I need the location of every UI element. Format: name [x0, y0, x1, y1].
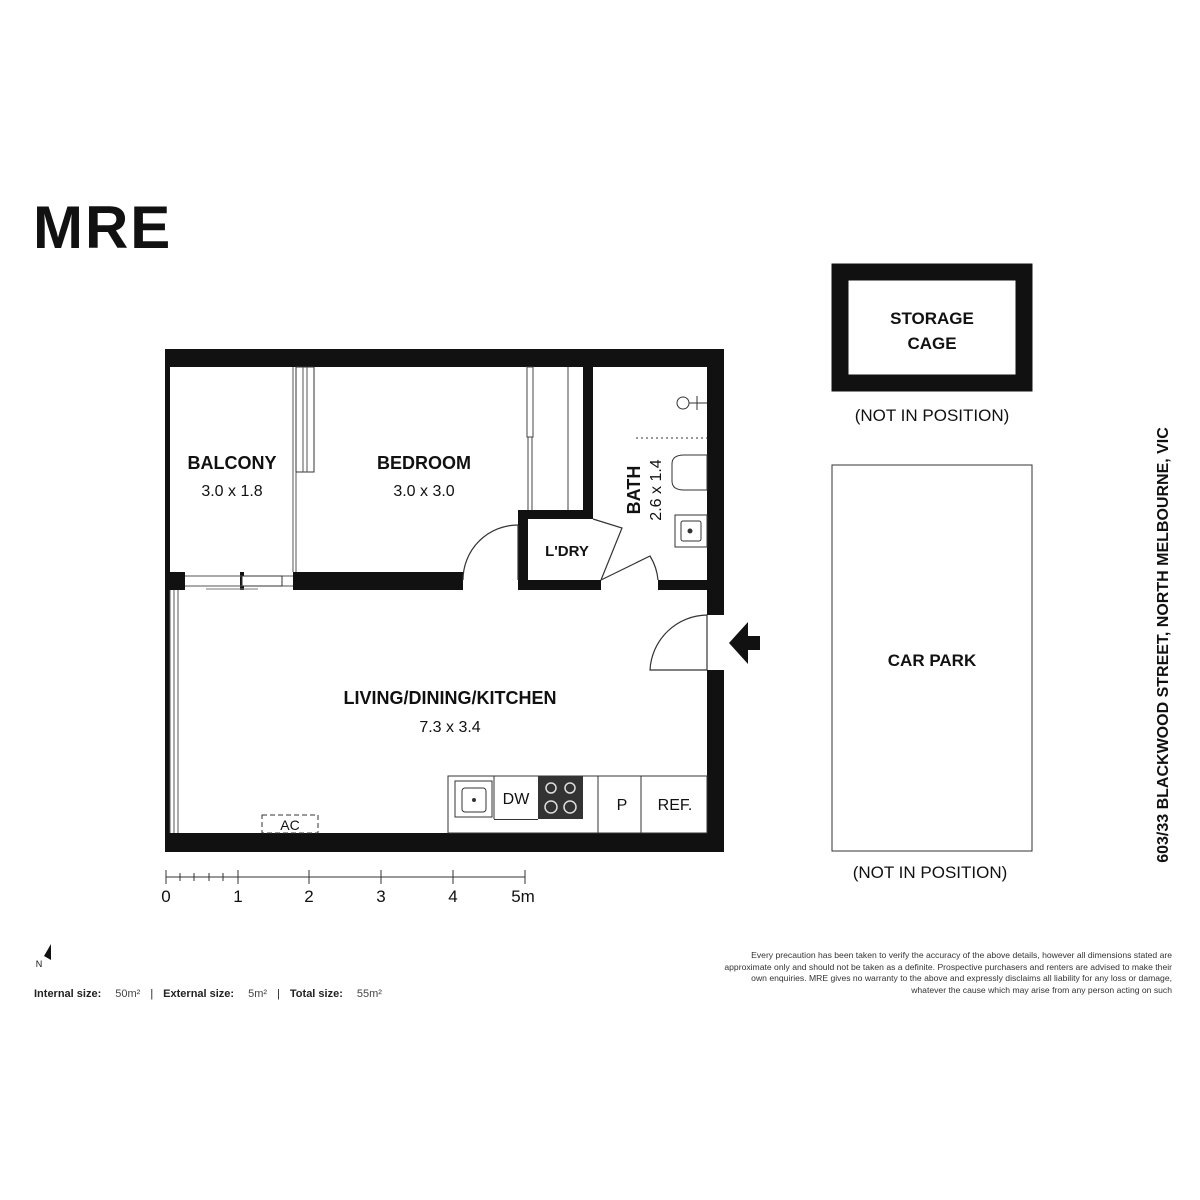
wardrobe	[527, 367, 568, 510]
internal-size-value: 50m²	[115, 988, 141, 1000]
wall-top	[165, 349, 724, 367]
bath-dims: 2.6 x 1.4	[648, 459, 665, 521]
balcony-dims: 3.0 x 1.8	[201, 483, 263, 500]
laundry-name: L'DRY	[545, 543, 589, 560]
bedroom-dims: 3.0 x 3.0	[393, 483, 455, 500]
size-summary	[34, 988, 382, 1000]
aircon-label: AC	[280, 817, 300, 833]
wall-bath-left	[583, 367, 593, 519]
shower-head-icon	[677, 397, 689, 409]
wall-left-lower	[165, 590, 170, 835]
bath-name: BATH	[624, 465, 644, 515]
wall-right-upper	[707, 349, 724, 615]
wall-laundry-left	[518, 510, 528, 590]
glazing	[170, 367, 314, 833]
mre-logo: MRE	[33, 194, 173, 261]
bedroom-door-swing[interactable]	[463, 525, 518, 580]
internal-size-label: Internal size:	[34, 988, 102, 1000]
pantry-label: P	[616, 797, 628, 814]
entry-door-swing[interactable]	[650, 615, 707, 670]
toilet-icon	[672, 455, 707, 490]
balcony-name: BALCONY	[187, 453, 277, 473]
scale-label-0: 0	[161, 887, 171, 906]
entry-arrow-icon	[729, 622, 760, 664]
scale-label-5: 5m	[511, 887, 535, 906]
living-name: LIVING/DINING/KITCHEN	[343, 688, 557, 708]
scale-label-2: 2	[304, 887, 314, 906]
wall-right-lower	[707, 670, 724, 852]
fridge-label: REF.	[657, 797, 693, 814]
external-size-label: External size:	[163, 988, 235, 1000]
laundry-door-swing[interactable]	[593, 519, 622, 580]
scale-bar	[166, 870, 525, 884]
total-size-label: Total size:	[289, 988, 343, 1000]
wall-laundry-bottom	[518, 580, 601, 590]
kitchen-bench	[448, 776, 707, 833]
bath-fixtures	[636, 396, 707, 547]
wall-bedroom-bottom-a	[293, 572, 463, 590]
storage-label-line1: STORAGE	[890, 309, 974, 328]
wall-bottom	[165, 833, 724, 852]
size-separator-1: |	[150, 988, 154, 1000]
living-dims: 7.3 x 3.4	[419, 719, 481, 736]
bedroom-name: BEDROOM	[377, 453, 471, 473]
disclaimer-text: Every precaution has been taken to verify the accuracy of the above details, however all dimensions stated are approximate only and should not be taken as a definite. Prospective purchasers and renters are advised to make their own enquiries. MRE gives no warranty to the above and expressly disclaims all liability for any loss or damage, whatever the cause which may arise from any person acting on such	[724, 950, 1172, 995]
doors	[463, 519, 707, 670]
cooktop-icon	[538, 776, 583, 819]
wall-laundry-top	[518, 510, 593, 519]
wall-left-balcony	[165, 349, 170, 574]
scale-label-3: 3	[376, 887, 386, 906]
storage-note: (NOT IN POSITION)	[854, 406, 1010, 425]
scale-label-1: 1	[233, 887, 243, 906]
wall-bath-bottom	[658, 580, 707, 590]
car-park-label: CAR PARK	[887, 651, 977, 670]
north-label: N	[35, 959, 43, 969]
car-park-note: (NOT IN POSITION)	[852, 863, 1008, 882]
storage-label-line2: CAGE	[907, 334, 957, 353]
property-address: 603/33 BLACKWOOD STREET, NORTH MELBOURNE, VIC	[1155, 427, 1172, 863]
total-size-value: 55m²	[356, 988, 382, 1000]
size-separator-2: |	[277, 988, 280, 1000]
north-arrow-icon	[44, 944, 51, 960]
wall-left-corner	[165, 572, 185, 590]
external-size-value: 5m²	[248, 988, 268, 1000]
scale-label-4: 4	[448, 887, 458, 906]
dishwasher-label: DW	[502, 791, 530, 808]
